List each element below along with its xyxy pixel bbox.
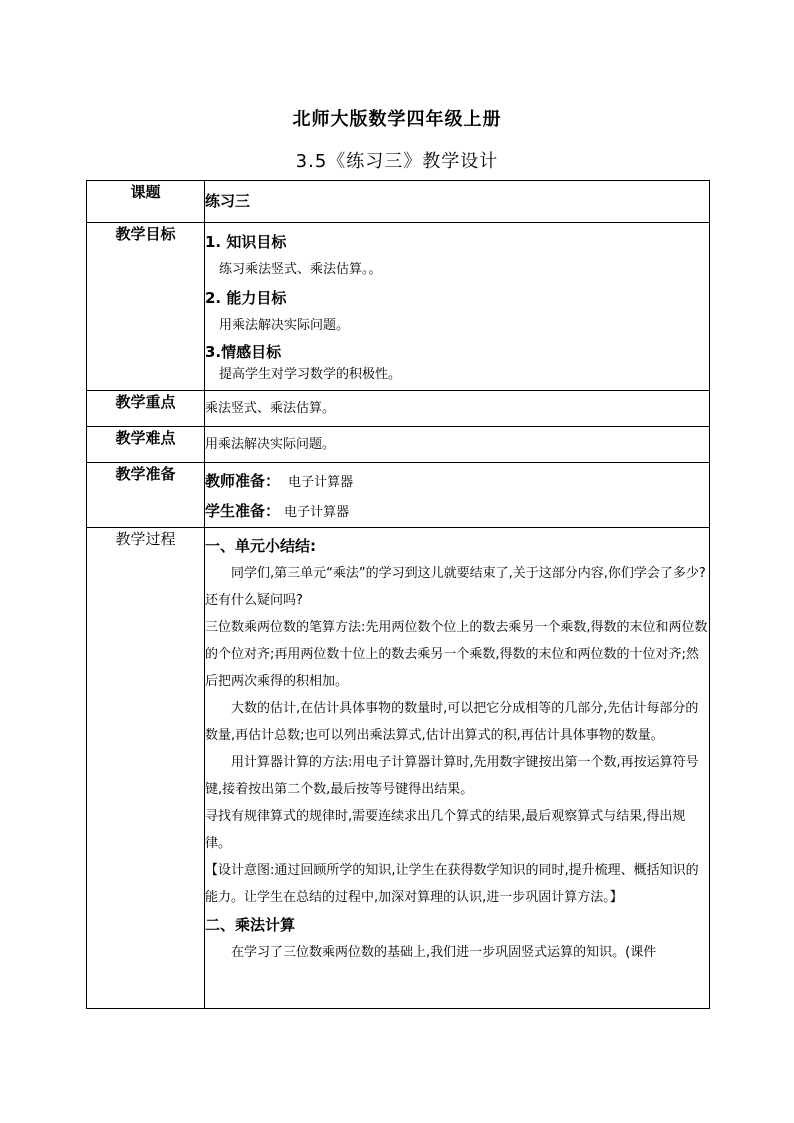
- process-paragraph-5: 寻找有规律算式的规律时,需要连续求出几个算式的结果,最后观察算式与结果,得出规律。: [205, 809, 686, 851]
- difficulties-label: 教学难点: [87, 427, 205, 463]
- topic-value: 练习三: [205, 191, 251, 210]
- objectives-label: 教学目标: [87, 223, 205, 391]
- table-row-topic: [87, 181, 710, 223]
- emotion-objective-title: 3.情感目标: [205, 343, 282, 361]
- table-row-key-points: [87, 391, 710, 427]
- table-row-difficulties: [87, 427, 710, 463]
- key-points-value: 乘法竖式、乘法估算。: [205, 391, 710, 427]
- preparation-label: 教学准备: [87, 463, 205, 528]
- key-points-label: 教学重点: [87, 391, 205, 427]
- knowledge-objective-text: 练习乘法竖式、乘法估算。。: [219, 262, 382, 277]
- teacher-prep-label: 教师准备：: [205, 472, 281, 490]
- document-subtitle: 3.5《练习三》教学设计: [295, 151, 499, 172]
- process-paragraph-7: 在学习了三位数乘两位数的基础上,我们进一步巩固竖式运算的知识。(课件: [231, 945, 657, 960]
- process-label: 教学过程: [87, 528, 205, 1009]
- process-paragraph-4: 用计算器计算的方法:用电子计算器计算时,先用数字键按出第一个数,再按运算符号键,接着按出第二个数,最后按等号键得出结果。: [205, 755, 699, 797]
- process-paragraph-1: 同学们,第三单元“乘法”的学习到这儿就要结束了,关于这部分内容,你们学会了多少?还有什么疑问吗?: [205, 566, 706, 608]
- table-row-objectives: [87, 223, 710, 391]
- ability-objective-title: 2. 能力目标: [205, 289, 287, 307]
- teacher-prep-value: 电子计算器: [288, 475, 354, 490]
- knowledge-objective-title: 1. 知识目标: [205, 233, 287, 251]
- design-intent-paragraph: 【设计意图:通过回顾所学的知识,让学生在获得数学知识的同时,提升梳理、概括知识的能力。让学生在总结的过程中,加深对算理的认识,进一步巩固计算方法。】: [205, 863, 699, 905]
- document-title: 北师大版数学四年级上册: [292, 109, 502, 130]
- emotion-objective-text: 提高学生对学习数学的积极性。: [219, 367, 402, 382]
- student-prep-value: 电子计算器: [284, 505, 350, 520]
- topic-label: 课题: [87, 181, 205, 223]
- ability-objective-text: 用乘法解决实际问题。: [219, 318, 350, 333]
- section2-title: 二、乘法计算: [205, 916, 296, 934]
- difficulties-value: 用乘法解决实际问题。: [205, 427, 710, 463]
- student-prep-label: 学生准备：: [205, 502, 281, 520]
- section1-title: 一、单元小结结:: [205, 537, 316, 555]
- process-paragraph-3: 大数的估计,在估计具体事物的数量时,可以把它分成相等的几部分,先估计每部分的数量,再估计总数;也可以列出乘法算式,估计出算式的积,再估计具体事物的数量。: [205, 701, 699, 743]
- table-row-preparation: [87, 463, 710, 528]
- process-paragraph-2: 三位数乘两位数的笔算方法:先用两位数个位上的数去乘另一个乘数,得数的末位和两位数的个位对齐;再用两位数十位上的数去乘另一个乘数,得数的末位和两位数的十位对齐;然后把两次乘得的积相加。: [205, 620, 708, 689]
- lesson-plan-table: [86, 180, 710, 1009]
- table-row-process: [87, 528, 710, 1009]
